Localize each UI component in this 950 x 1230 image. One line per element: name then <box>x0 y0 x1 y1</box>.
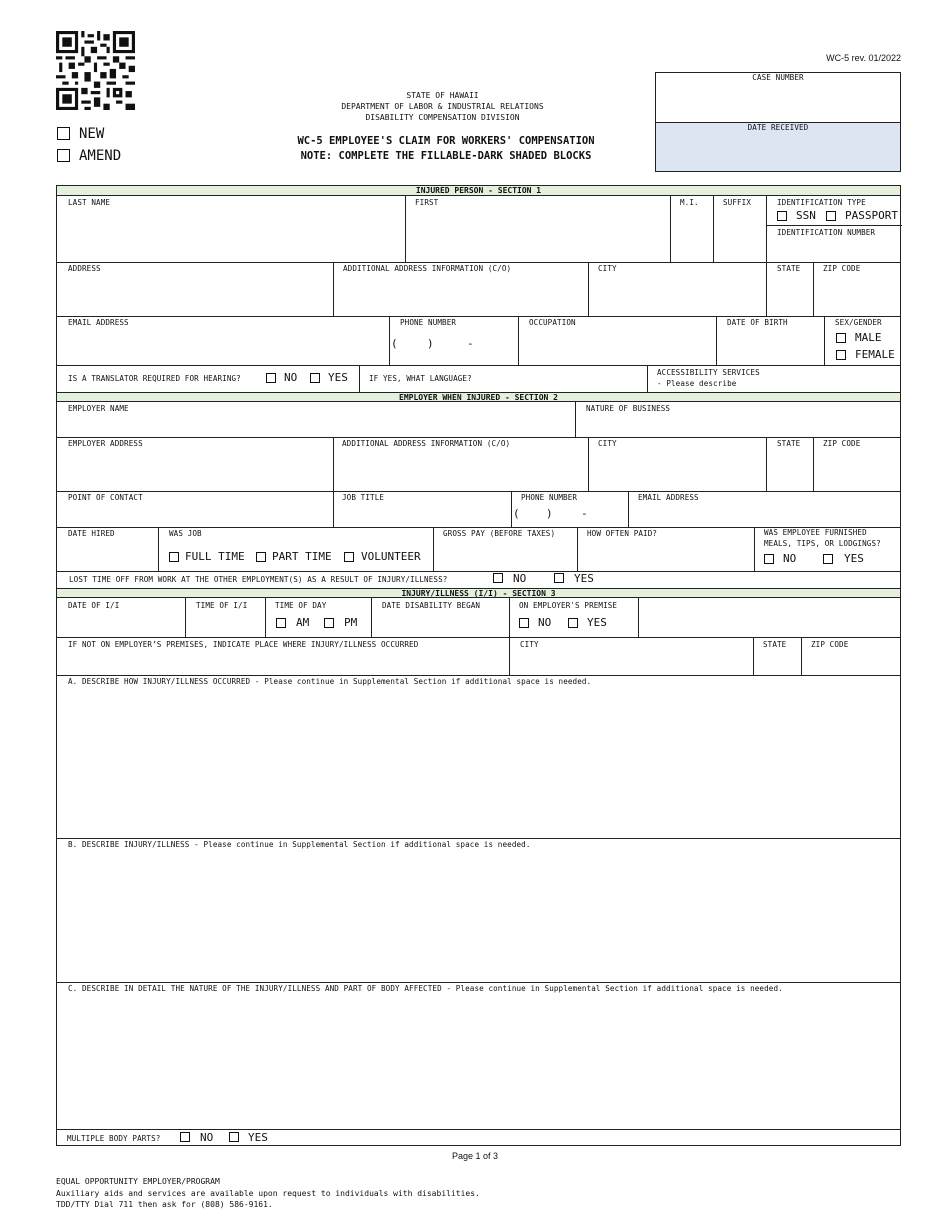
dob-label: DATE OF BIRTH <box>727 318 788 327</box>
full-time-checkbox[interactable] <box>169 552 179 562</box>
describe-occurrence-label: A. DESCRIBE HOW INJURY/ILLNESS OCCURRED - Please continue in Supplemental Section if additional space is needed. <box>68 677 592 686</box>
employer-addl-address-label: ADDITIONAL ADDRESS INFORMATION (C/O) <box>342 439 511 448</box>
furnished-yes-checkbox[interactable] <box>823 554 833 564</box>
mi-label: M.I. <box>680 198 699 207</box>
gross-pay-field[interactable] <box>433 527 577 571</box>
premise-no-label: NO <box>538 616 552 629</box>
date-received-label: DATE RECEIVED <box>747 123 809 132</box>
female-checkbox[interactable] <box>836 350 846 360</box>
was-job-label: WAS JOB <box>169 529 202 538</box>
addl-address-field[interactable] <box>333 262 588 316</box>
on-premise-label: ON EMPLOYER'S PREMISE <box>519 601 618 610</box>
accessibility-field[interactable] <box>647 365 902 392</box>
occupation-field[interactable] <box>518 316 716 365</box>
office-use-box <box>655 72 901 172</box>
describe-nature-label: C. DESCRIBE IN DETAIL THE NATURE OF THE INJURY/ILLNESS AND PART OF BODY AFFECTED - Please continue in Supplemental Section if additional space is needed. <box>68 984 783 993</box>
state-heading: STATE OF HAWAII <box>406 91 479 100</box>
how-often-paid-field[interactable] <box>577 527 754 571</box>
passport-checkbox[interactable] <box>826 211 836 221</box>
email-field[interactable] <box>57 316 389 365</box>
employer-state-label: STATE <box>777 439 801 448</box>
multiple-parts-yes-label: YES <box>248 1131 268 1144</box>
date-hired-field[interactable] <box>57 527 158 571</box>
describe-injury-label: B. DESCRIBE INJURY/ILLNESS - Please continue in Supplemental Section if additional space is needed. <box>68 840 531 849</box>
ii-city-field[interactable] <box>509 637 753 675</box>
phone-area-close: ) <box>427 337 434 350</box>
multiple-parts-no-label: NO <box>200 1131 214 1144</box>
male-checkbox[interactable] <box>836 333 846 343</box>
premise-no-checkbox[interactable] <box>519 618 529 628</box>
suffix-field[interactable] <box>713 196 766 262</box>
email-label: EMAIL ADDRESS <box>68 318 129 327</box>
describe-nature-field[interactable] <box>57 982 902 1129</box>
pm-checkbox[interactable] <box>324 618 334 628</box>
form-note: NOTE: COMPLETE THE FILLABLE-DARK SHADED BLOCKS <box>300 150 592 162</box>
full-time-label: FULL TIME <box>185 550 245 563</box>
employer-zip-field[interactable] <box>813 437 902 491</box>
lost-time-no-label: NO <box>513 572 527 585</box>
page-number: Page 1 of 3 <box>451 1151 499 1161</box>
language-label: IF YES, WHAT LANGUAGE? <box>369 374 472 383</box>
time-of-ii-field[interactable] <box>185 598 265 637</box>
part-time-label: PART TIME <box>272 550 332 563</box>
employer-state-field[interactable] <box>766 437 813 491</box>
translator-question: IS A TRANSLATOR REQUIRED FOR HEARING? <box>68 374 241 383</box>
premise-yes-checkbox[interactable] <box>568 618 578 628</box>
accessibility-hint: - Please describe <box>657 379 737 388</box>
employer-name-label: EMPLOYER NAME <box>68 404 129 413</box>
ii-state-field[interactable] <box>753 637 801 675</box>
case-number-label: CASE NUMBER <box>752 73 804 82</box>
nature-of-business-field[interactable] <box>575 402 902 437</box>
state-label: STATE <box>777 264 801 273</box>
ii-zip-field[interactable] <box>801 637 902 675</box>
job-title-label: JOB TITLE <box>342 493 385 502</box>
furnished-yes-label: YES <box>844 552 864 565</box>
amend-checkbox[interactable] <box>57 149 70 162</box>
nature-of-business-label: NATURE OF BUSINESS <box>586 404 671 413</box>
occupation-label: OCCUPATION <box>529 318 576 327</box>
first-name-label: FIRST <box>415 198 439 207</box>
employer-email-field[interactable] <box>628 491 902 527</box>
state-field[interactable] <box>766 262 813 316</box>
part-time-checkbox[interactable] <box>256 552 266 562</box>
dob-field[interactable] <box>716 316 824 365</box>
date-disability-label: DATE DISABILITY BEGAN <box>382 601 481 610</box>
addl-address-label: ADDITIONAL ADDRESS INFORMATION (C/O) <box>343 264 512 273</box>
claim-form <box>56 185 901 1146</box>
section1-header: INJURED PERSON - SECTION 1 <box>57 186 900 196</box>
translator-no-checkbox[interactable] <box>266 373 276 383</box>
id-number-label: IDENTIFICATION NUMBER <box>777 228 876 237</box>
ii-state-label: STATE <box>763 640 787 649</box>
footer-line-1: EQUAL OPPORTUNITY EMPLOYER/PROGRAM <box>56 1177 220 1186</box>
furnished-no-label: NO <box>783 552 797 565</box>
phone-label: PHONE NUMBER <box>400 318 457 327</box>
passport-label: PASSPORT <box>845 209 898 222</box>
case-number-field[interactable] <box>656 73 900 123</box>
ii-zip-label: ZIP CODE <box>811 640 849 649</box>
employer-city-label: CITY <box>598 439 617 448</box>
department-heading: DEPARTMENT OF LABOR & INDUSTRIAL RELATIONS <box>341 102 544 111</box>
ssn-label: SSN <box>796 209 816 222</box>
id-number-field[interactable] <box>766 226 902 262</box>
volunteer-label: VOLUNTEER <box>361 550 421 563</box>
place-label: IF NOT ON EMPLOYER’S PREMISES, INDICATE PLACE WHERE INJURY/ILLNESS OCCURRED <box>68 640 419 649</box>
male-label: MALE <box>855 331 882 344</box>
footer-line-2: Auxiliary aids and services are available upon request to individuals with disabilities. <box>56 1188 480 1198</box>
employer-phone-area-close: ) <box>546 507 553 520</box>
am-checkbox[interactable] <box>276 618 286 628</box>
ii-city-label: CITY <box>520 640 539 649</box>
sex-label: SEX/GENDER <box>835 318 882 327</box>
lost-time-yes-label: YES <box>574 572 594 585</box>
phone-area-open: ( <box>391 337 398 350</box>
qr-code <box>56 31 135 110</box>
lost-time-question: LOST TIME OFF FROM WORK AT THE OTHER EMPLOYMENT(S) AS A RESULT OF INJURY/ILLNESS? <box>69 575 448 584</box>
employer-name-field[interactable] <box>57 402 575 437</box>
employer-addl-address-field[interactable] <box>333 437 588 491</box>
section3-header: INJURY/ILLNESS (I/I) - SECTION 3 <box>57 588 900 598</box>
lost-time-no-checkbox[interactable] <box>493 573 503 583</box>
amend-label: AMEND <box>79 148 122 164</box>
employer-city-field[interactable] <box>588 437 766 491</box>
footer-line-3: TDD/TTY Dial 711 then ask for (808) 586-9161. <box>56 1200 273 1209</box>
employer-phone-field[interactable] <box>511 491 628 527</box>
premise-yes-label: YES <box>587 616 607 629</box>
ssn-checkbox[interactable] <box>777 211 787 221</box>
how-often-paid-label: HOW OFTEN PAID? <box>587 529 658 538</box>
address-label: ADDRESS <box>68 264 101 273</box>
employer-address-label: EMPLOYER ADDRESS <box>68 439 143 448</box>
translator-no-label: NO <box>284 371 298 384</box>
section2-header: EMPLOYER WHEN INJURED - SECTION 2 <box>57 392 900 402</box>
point-of-contact-field[interactable] <box>57 491 333 527</box>
language-field[interactable] <box>359 365 647 392</box>
gross-pay-label: GROSS PAY (BEFORE TAXES) <box>443 529 556 538</box>
form-code: WC-5 rev. 01/2022 <box>826 53 901 63</box>
employer-phone-dash: - <box>581 507 588 520</box>
city-field[interactable] <box>588 262 766 316</box>
multiple-parts-question: MULTIPLE BODY PARTS? <box>67 1134 161 1143</box>
furnished-label-1: WAS EMPLOYEE FURNISHED <box>764 528 867 537</box>
multiple-parts-yes-checkbox[interactable] <box>229 1132 239 1142</box>
phone-dash: - <box>467 337 474 350</box>
describe-injury-field[interactable] <box>57 838 902 982</box>
employer-phone-label: PHONE NUMBER <box>521 493 578 502</box>
point-of-contact-label: POINT OF CONTACT <box>68 493 143 502</box>
female-label: FEMALE <box>855 348 895 361</box>
date-of-ii-label: DATE OF I/I <box>68 601 120 610</box>
new-checkbox[interactable] <box>57 127 70 140</box>
zip-label: ZIP CODE <box>823 264 861 273</box>
multiple-parts-no-checkbox[interactable] <box>180 1132 190 1142</box>
time-of-ii-label: TIME OF I/I <box>196 601 248 610</box>
employer-phone-area-open: ( <box>513 507 520 520</box>
employer-zip-label: ZIP CODE <box>823 439 861 448</box>
mi-field[interactable] <box>670 196 713 262</box>
first-name-field[interactable] <box>405 196 670 262</box>
address-field[interactable] <box>57 262 333 316</box>
time-of-day-label: TIME OF DAY <box>275 601 327 610</box>
date-of-ii-field[interactable] <box>57 598 185 637</box>
id-type-label: IDENTIFICATION TYPE <box>777 198 866 207</box>
translator-yes-label: YES <box>328 371 348 384</box>
accessibility-label: ACCESSIBILITY SERVICES <box>657 368 760 377</box>
employer-address-field[interactable] <box>57 437 333 491</box>
division-heading: DISABILITY COMPENSATION DIVISION <box>365 113 520 122</box>
form-title: WC-5 EMPLOYEE'S CLAIM FOR WORKERS' COMPENSATION <box>297 135 595 147</box>
pm-label: PM <box>344 616 358 629</box>
zip-field[interactable] <box>813 262 902 316</box>
job-title-field[interactable] <box>333 491 511 527</box>
date-hired-label: DATE HIRED <box>68 529 115 538</box>
describe-occurrence-field[interactable] <box>57 675 902 838</box>
suffix-label: SUFFIX <box>723 198 752 207</box>
employer-email-label: EMAIL ADDRESS <box>638 493 699 502</box>
date-disability-field[interactable] <box>371 598 509 637</box>
last-name-field[interactable] <box>57 196 405 262</box>
city-label: CITY <box>598 264 617 273</box>
furnished-label-2: MEALS, TIPS, OR LODGINGS? <box>764 539 881 548</box>
translator-yes-checkbox[interactable] <box>310 373 320 383</box>
phone-field[interactable] <box>389 316 518 365</box>
place-field[interactable] <box>57 637 509 675</box>
date-received-field[interactable] <box>656 123 900 171</box>
new-label: NEW <box>79 126 105 142</box>
furnished-no-checkbox[interactable] <box>764 554 774 564</box>
volunteer-checkbox[interactable] <box>344 552 354 562</box>
lost-time-yes-checkbox[interactable] <box>554 573 564 583</box>
last-name-label: LAST NAME <box>68 198 111 207</box>
am-label: AM <box>296 616 310 629</box>
